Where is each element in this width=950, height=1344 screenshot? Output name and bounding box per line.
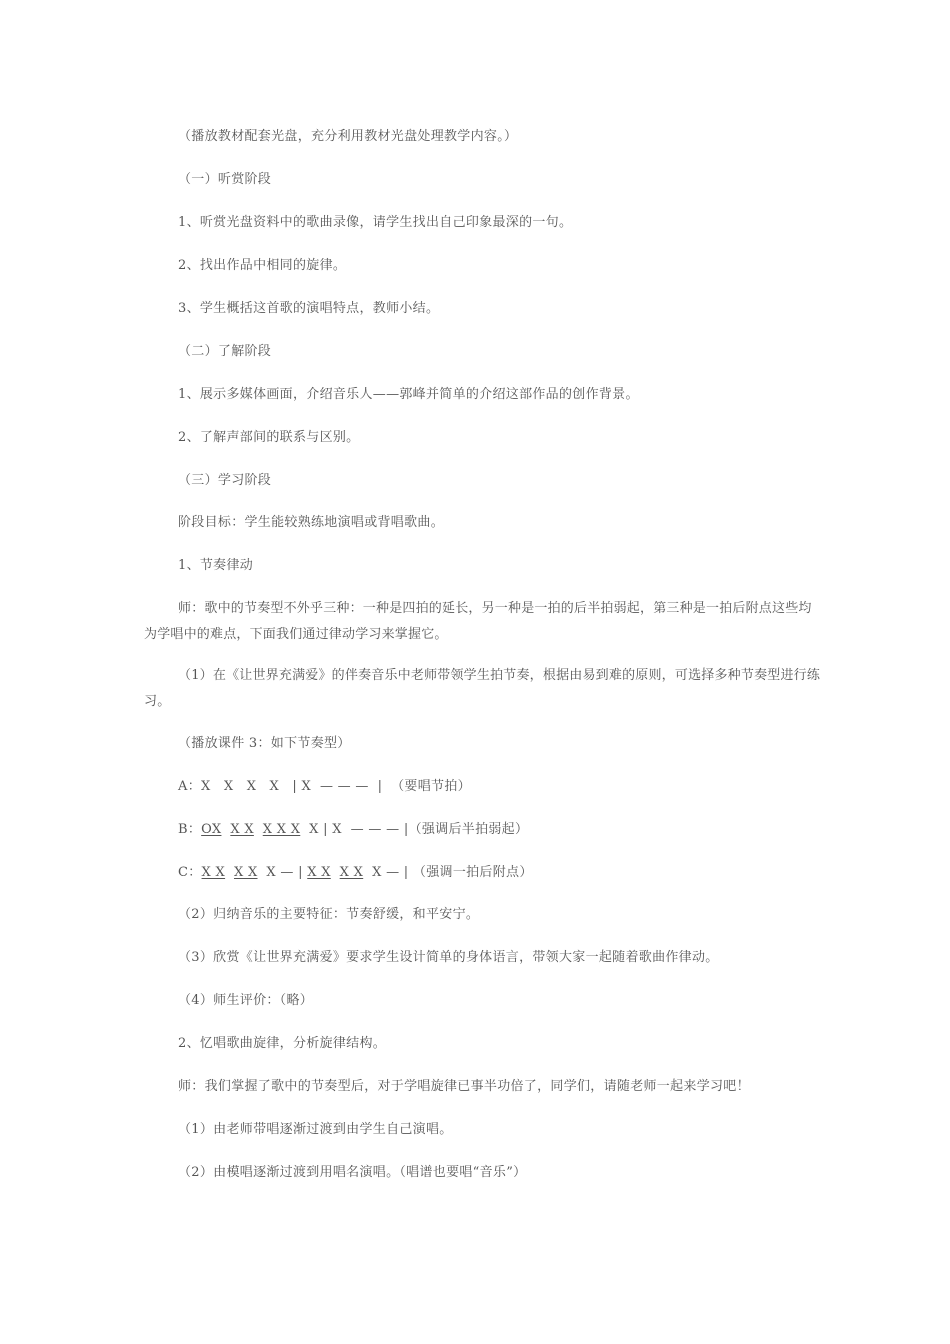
rhythm-c-mid: X — | — [266, 865, 303, 880]
rhythm-c-note: （强调一拍后附点） — [412, 865, 533, 880]
rhythm-a-label: A： — [178, 779, 201, 794]
stage1-title: （一）听赏阶段 — [178, 172, 272, 187]
courseware-line: （播放课件 3：如下节奏型） — [178, 736, 351, 751]
rhythm-b-note: （强调后半拍弱起） — [408, 822, 529, 837]
rhythm-c-rest: X — | — [372, 865, 409, 880]
rhythm-b-underlined-2: X X — [230, 822, 254, 837]
rhythm-c-underlined-4: X X — [339, 865, 364, 880]
stage3-item1: 1、节奏律动 — [178, 558, 254, 573]
sing-step-1: （1）由老师带唱逐渐过渡到由学生自己演唱。 — [178, 1122, 453, 1137]
sing-step-2: （2）由模唱逐渐过渡到用唱名演唱。（唱谱也要唱“音乐”） — [178, 1165, 527, 1180]
rhythm-a-line — [178, 778, 471, 796]
intro-line: （播放教材配套光盘，充分利用教材光盘处理教学内容。） — [178, 129, 518, 144]
rhythm-b-rest: X | X — — — | — [309, 822, 409, 837]
stage2-item2: 2、了解声部间的联系与区别。 — [178, 430, 360, 445]
rhythm-b-line — [178, 821, 528, 839]
summary-2: （2）归纳音乐的主要特征：节奏舒缓，和平安宁。 — [178, 907, 480, 922]
stage1-item2: 2、找出作品中相同的旋律。 — [178, 258, 347, 273]
stage2-item1: 1、展示多媒体画面，介绍音乐人——郭峰并简单的介绍这部作品的创作背景。 — [178, 387, 639, 402]
rhythm-b-underlined-1: OX — [201, 822, 222, 837]
rhythm-c-underlined-1: X X — [201, 865, 226, 880]
rhythm-c-underlined-2: X X — [233, 865, 258, 880]
rhythm-c-label: C： — [178, 865, 202, 880]
rhythm-b-underlined-3: X X X — [262, 822, 301, 837]
rhythm-a-notes: X X X X | X — — — | — [201, 779, 383, 794]
rhythm-a-note: （要唱节拍） — [391, 779, 471, 794]
practice-paragraph: （1）在《让世界充满爱》的伴奏音乐中老师带领学生拍节奏，根据由易到难的原则，可选择多种节奏型进行练习。 — [144, 668, 821, 709]
stage2-title: （二）了解阶段 — [178, 344, 272, 359]
stage1-item1: 1、听赏光盘资料中的歌曲录像，请学生找出自己印象最深的一句。 — [178, 215, 573, 230]
stage3-item2: 2、忆唱歌曲旋律，分析旋律结构。 — [178, 1036, 387, 1051]
summary-3: （3）欣赏《让世界充满爱》要求学生设计简单的身体语言，带领大家一起随着歌曲作律动。 — [178, 950, 719, 965]
teacher-paragraph-2: 师：我们掌握了歌中的节奏型后，对于学唱旋律已事半功倍了，同学们，请随老师一起来学习吧！ — [178, 1079, 750, 1094]
summary-4: （4）师生评价：（略） — [178, 993, 314, 1008]
stage1-item3: 3、学生概括这首歌的演唱特点，教师小结。 — [178, 301, 440, 316]
stage3-goal: 阶段目标：学生能较熟练地演唱或背唱歌曲。 — [178, 515, 445, 530]
rhythm-c-line — [178, 864, 533, 882]
rhythm-c-underlined-3: X X — [307, 865, 331, 880]
teacher-paragraph-1: 师：歌中的节奏型不外乎三种：一种是四拍的延长，另一种是一拍的后半拍弱起，第三种是一拍后附点这些均为学唱中的难点，下面我们通过律动学习来掌握它。 — [144, 601, 812, 642]
rhythm-b-label: B： — [178, 822, 202, 837]
stage3-title: （三）学习阶段 — [178, 473, 272, 488]
